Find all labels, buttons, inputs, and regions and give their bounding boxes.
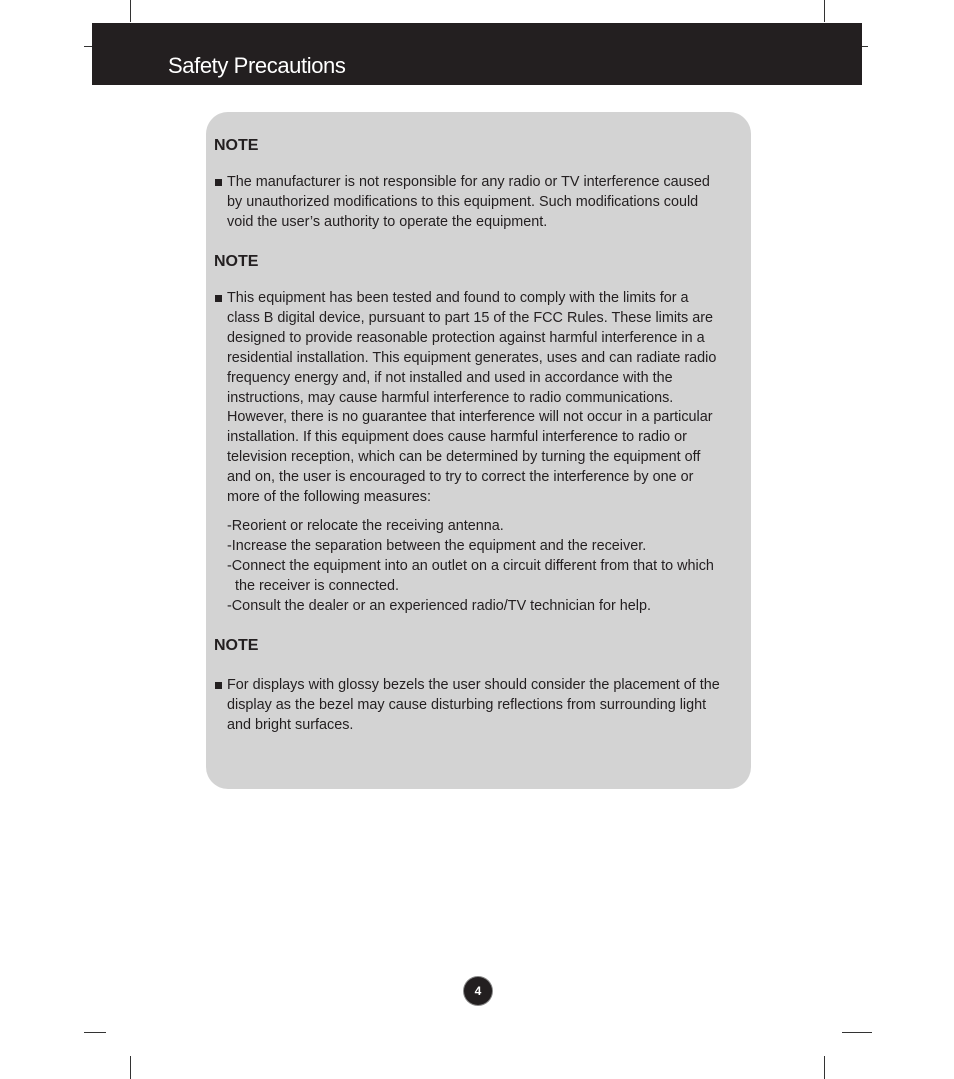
note-text: However, there is no guarantee that interference will not occur in a particular	[227, 409, 713, 426]
note-text: This equipment has been tested and found to comply with the limits for a	[227, 290, 689, 306]
header-bar	[92, 23, 862, 85]
note-text: designed to provide reasonable protection against harmful interference in a	[227, 329, 705, 346]
note-paragraph	[215, 173, 745, 233]
note-text: -Connect the equipment into an outlet on a circuit different from that to which	[227, 557, 714, 574]
note-text: void the user’s authority to operate the equipment.	[227, 213, 548, 230]
crop-mark	[130, 1056, 131, 1079]
crop-mark	[84, 46, 92, 47]
bullet-icon	[215, 295, 222, 302]
crop-mark	[824, 1056, 825, 1079]
note-heading: NOTE	[214, 137, 259, 154]
note-text: class B digital device, pursuant to part 15 of the FCC Rules. These limits are	[227, 309, 714, 326]
note-text: For displays with glossy bezels the user should consider the placement of the	[227, 677, 720, 693]
crop-mark	[824, 0, 825, 22]
bullet-icon	[215, 682, 222, 689]
note-text: instructions, may cause harmful interference to radio communications.	[227, 389, 674, 406]
note-text: display as the bezel may cause disturbing reflections from surrounding light	[227, 696, 707, 713]
note-heading: NOTE	[214, 637, 259, 654]
crop-mark	[130, 0, 131, 22]
measures-list	[227, 517, 714, 617]
crop-mark	[84, 1032, 106, 1033]
note-text: and on, the user is encouraged to try to correct the interference by one or	[227, 469, 694, 486]
list-item: -Consult the dealer or an experienced radio/TV technician for help.	[227, 597, 651, 614]
page-number: 4	[464, 977, 492, 1005]
list-item: -Reorient or relocate the receiving antenna.	[227, 518, 504, 534]
bullet-icon	[215, 179, 222, 186]
note-text: more of the following measures:	[227, 489, 431, 506]
page-title: Safety Precautions	[168, 53, 346, 78]
note-paragraph	[215, 289, 745, 508]
note-panel	[206, 112, 751, 789]
note-text: by unauthorized modifications to this equipment. Such modifications could	[227, 193, 699, 210]
note-text: residential installation. This equipment generates, uses and can radiate radio	[227, 349, 717, 366]
note-paragraph	[215, 676, 745, 736]
list-item	[227, 557, 714, 597]
note-text: The manufacturer is not responsible for any radio or TV interference caused	[227, 174, 710, 190]
note-text: installation. If this equipment does cause harmful interference to radio or	[227, 429, 687, 446]
note-text: the receiver is connected.	[235, 577, 399, 594]
note-text: frequency energy and, if not installed and used in accordance with the	[227, 369, 673, 386]
note-text: and bright surfaces.	[227, 716, 354, 733]
crop-mark	[842, 1032, 872, 1033]
crop-mark	[862, 46, 868, 47]
list-item: -Increase the separation between the equipment and the receiver.	[227, 537, 647, 554]
note-heading: NOTE	[214, 253, 259, 270]
note-text: television reception, which can be determined by turning the equipment off	[227, 449, 701, 466]
